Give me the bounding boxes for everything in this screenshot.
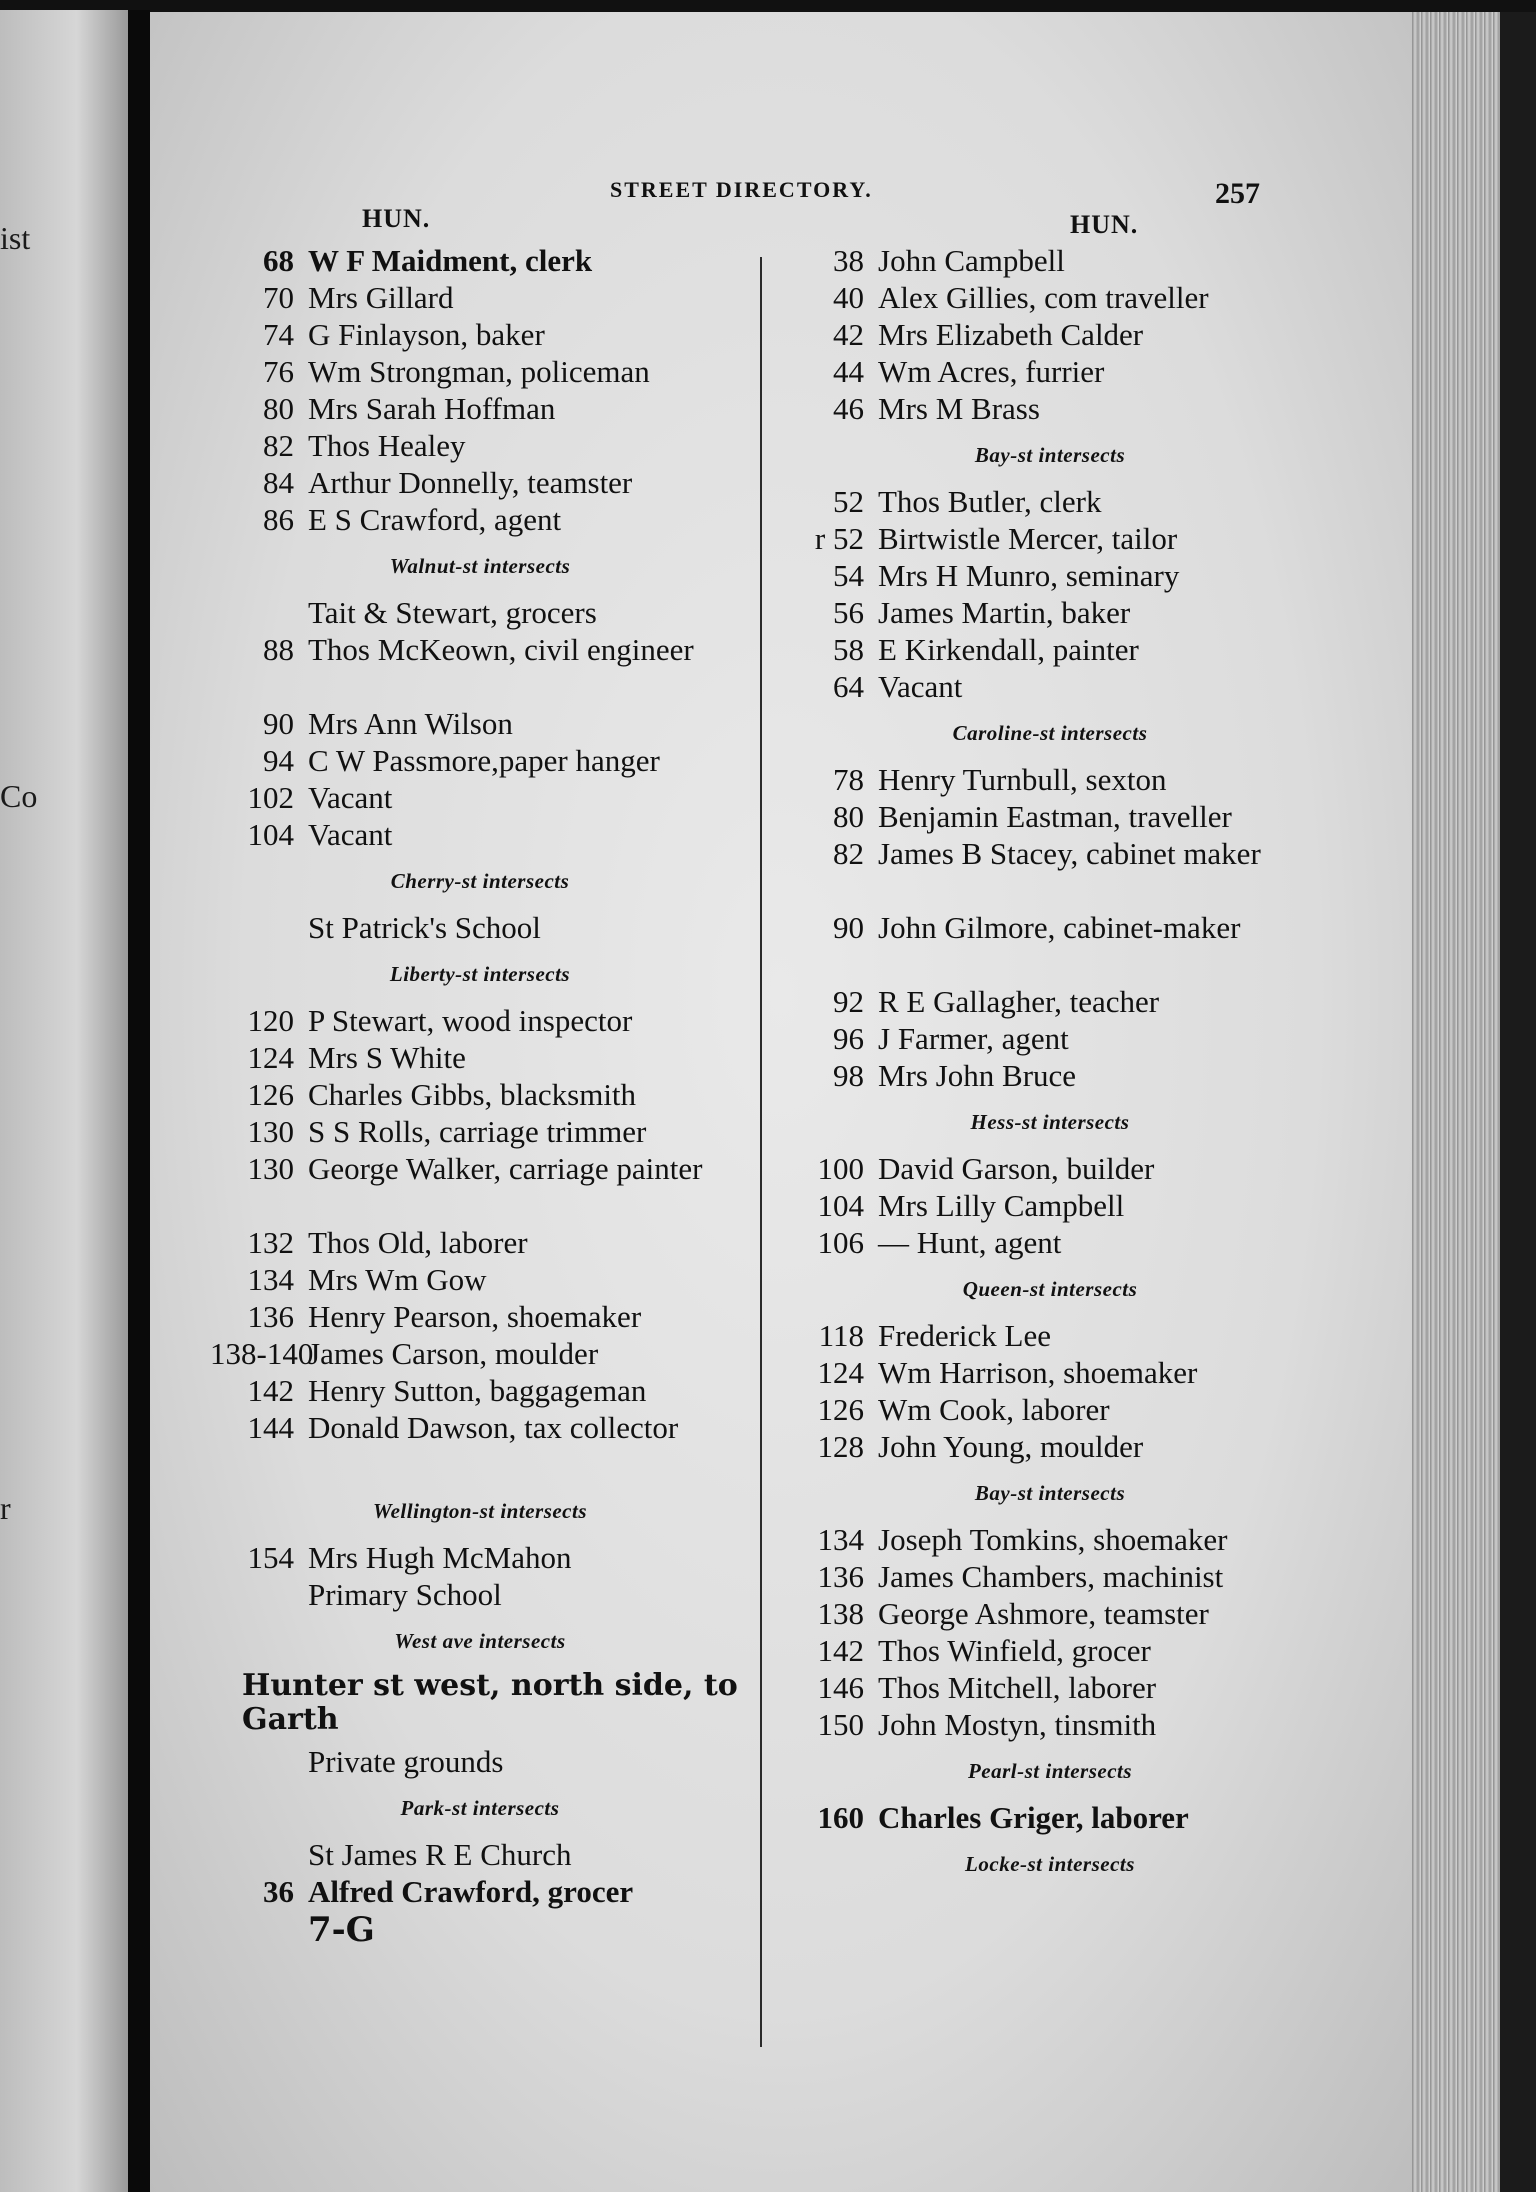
facing-page-edge [0, 10, 128, 2192]
directory-entry [780, 557, 1430, 594]
unnumbered-entry: Primary School [308, 1577, 502, 1612]
intersection-heading: Hess-st intersects [970, 1110, 1130, 1134]
book-gutter [128, 10, 150, 2192]
resident-name: Vacant [308, 780, 393, 815]
house-number: 64 [833, 669, 864, 704]
directory-entry [780, 242, 1430, 279]
directory-entry [780, 1057, 1430, 1094]
house-number: 132 [247, 1225, 294, 1260]
resident-name: Thos Mitchell, laborer [878, 1670, 1157, 1705]
directory-entry [210, 1113, 760, 1150]
house-number: 100 [817, 1151, 864, 1186]
house-number: 92 [833, 984, 864, 1019]
house-number: 90 [833, 910, 864, 945]
directory-entry [780, 353, 1430, 390]
house-number: 58 [833, 632, 864, 667]
resident-name: John Mostyn, tinsmith [878, 1707, 1157, 1742]
resident-name: S S Rolls, carriage trimmer [308, 1114, 647, 1149]
resident-name: James B Stacey, cabinet maker [878, 836, 1261, 871]
resident-name: Joseph Tomkins, shoemaker [878, 1522, 1228, 1557]
right-column [780, 242, 1430, 1892]
house-number: 138 [817, 1596, 864, 1631]
resident-name: Wm Acres, furrier [878, 354, 1105, 389]
house-number: 124 [247, 1040, 294, 1075]
house-number: 80 [263, 391, 294, 426]
directory-entry [780, 1020, 1430, 1057]
house-number: 56 [833, 595, 864, 630]
directory-entry [780, 1669, 1430, 1706]
house-number: 40 [833, 280, 864, 315]
directory-entry [780, 668, 1430, 705]
directory-entry [210, 427, 760, 464]
house-number: 102 [247, 780, 294, 815]
street-section-heading: Hunter st west, north side, to Garth [242, 1668, 738, 1737]
intersection-heading: Walnut-st intersects [389, 554, 571, 578]
house-number: 82 [833, 836, 864, 871]
directory-entry [210, 779, 760, 816]
directory-entry [210, 1039, 760, 1076]
directory-entry [780, 631, 1430, 668]
directory-entry [210, 316, 760, 353]
directory-entry [780, 1224, 1430, 1261]
right-column-code: HUN. [1070, 210, 1139, 239]
facing-page-fragment: ist [0, 220, 31, 256]
resident-name: Mrs Gillard [308, 280, 454, 315]
left-column-code: HUN. [362, 204, 431, 233]
intersection-heading: Park-st intersects [400, 1796, 560, 1820]
intersection-heading: Caroline-st intersects [952, 721, 1148, 745]
intersection-heading: Wellington-st intersects [372, 1499, 588, 1523]
directory-entry [210, 705, 760, 742]
directory-entry [780, 1595, 1430, 1632]
resident-name: Wm Harrison, shoemaker [878, 1355, 1198, 1390]
resident-name: James Carson, moulder [308, 1336, 599, 1371]
house-number: 88 [263, 632, 294, 667]
house-number: 136 [817, 1559, 864, 1594]
house-number: 134 [817, 1522, 864, 1557]
intersection-heading: West ave intersects [394, 1629, 566, 1653]
house-number: 104 [817, 1188, 864, 1223]
directory-entry [780, 1706, 1430, 1743]
resident-name: Wm Strongman, policeman [308, 354, 650, 389]
house-number: 44 [833, 354, 864, 389]
directory-entry [210, 390, 760, 427]
house-number: 138-140 [210, 1336, 314, 1371]
directory-entry [210, 1076, 760, 1113]
house-number: 124 [817, 1355, 864, 1390]
directory-entry [780, 1354, 1430, 1391]
resident-name: P Stewart, wood inspector [308, 1003, 633, 1038]
resident-name: Benjamin Eastman, traveller [878, 799, 1232, 834]
directory-entry [780, 1187, 1430, 1224]
resident-name: Alex Gillies, com traveller [878, 280, 1209, 315]
directory-entry [210, 1002, 760, 1039]
intersection-heading: Bay-st intersects [974, 1481, 1126, 1505]
directory-entry [210, 816, 760, 853]
resident-name: John Gilmore, cabinet-maker [878, 910, 1241, 945]
unnumbered-entry: Private grounds [308, 1744, 504, 1779]
house-number: 90 [263, 706, 294, 741]
house-number: 42 [833, 317, 864, 352]
resident-name: Henry Turnbull, sexton [878, 762, 1167, 797]
house-number: 68 [263, 243, 294, 278]
directory-entry [210, 501, 760, 538]
directory-page [150, 12, 1412, 2192]
house-number: 80 [833, 799, 864, 834]
resident-name: Mrs S White [308, 1040, 466, 1075]
house-number: 96 [833, 1021, 864, 1056]
column-divider [760, 257, 762, 2047]
resident-name: Wm Cook, laborer [878, 1392, 1110, 1427]
intersection-heading: Queen-st intersects [962, 1277, 1138, 1301]
house-number: 128 [817, 1429, 864, 1464]
resident-name: Mrs John Bruce [878, 1058, 1077, 1093]
house-number: 160 [817, 1800, 864, 1835]
directory-entry [780, 1317, 1430, 1354]
resident-name: Charles Griger, laborer [878, 1800, 1189, 1835]
directory-entry [780, 520, 1430, 557]
left-column [210, 242, 760, 1950]
house-number: 136 [247, 1299, 294, 1334]
house-number: 86 [263, 502, 294, 537]
directory-entry [780, 279, 1430, 316]
house-number: 130 [247, 1151, 294, 1186]
house-number: 36 [263, 1874, 294, 1909]
resident-name: Mrs M Brass [878, 391, 1040, 426]
resident-name: J Farmer, agent [878, 1021, 1069, 1056]
house-number: 82 [263, 428, 294, 463]
directory-entry [210, 1298, 760, 1335]
intersection-heading: Cherry-st intersects [390, 869, 570, 893]
directory-entry [780, 909, 1430, 983]
directory-entry [780, 316, 1430, 353]
resident-name: W F Maidment, clerk [308, 243, 593, 278]
page-number: 257 [1215, 177, 1260, 210]
house-number: 106 [817, 1225, 864, 1260]
house-number: 120 [247, 1003, 294, 1038]
resident-name: James Chambers, machinist [878, 1559, 1224, 1594]
house-number: 142 [817, 1633, 864, 1668]
house-number: 70 [263, 280, 294, 315]
directory-entry [780, 761, 1430, 798]
house-number: 76 [263, 354, 294, 389]
house-number: 144 [247, 1410, 294, 1445]
directory-entry [210, 464, 760, 501]
directory-entry [210, 1150, 760, 1224]
directory-entry [780, 1150, 1430, 1187]
scan-right-border [1500, 12, 1536, 2192]
resident-name: Mrs Hugh McMahon [308, 1540, 572, 1575]
directory-entry [210, 1409, 760, 1483]
directory-entry [210, 1335, 760, 1372]
directory-entry [210, 1224, 760, 1261]
page-title: STREET DIRECTORY. [610, 177, 873, 202]
directory-entry [210, 242, 760, 279]
directory-entry [780, 390, 1430, 427]
house-number: 84 [263, 465, 294, 500]
resident-name: Mrs Lilly Campbell [878, 1188, 1125, 1223]
house-number: 74 [263, 317, 294, 352]
unnumbered-entry: Tait & Stewart, grocers [308, 595, 597, 630]
house-number: 126 [247, 1077, 294, 1112]
house-number: 54 [833, 558, 864, 593]
resident-name: E S Crawford, agent [308, 502, 562, 537]
directory-entry [780, 798, 1430, 835]
directory-entry [780, 594, 1430, 631]
directory-entry [210, 353, 760, 390]
directory-entry [210, 1372, 760, 1409]
resident-name: George Walker, carriage painter [308, 1151, 703, 1186]
facing-page-fragment: Co [0, 778, 38, 814]
house-number: 126 [817, 1392, 864, 1427]
directory-entry [780, 1558, 1430, 1595]
house-number: 104 [247, 817, 294, 852]
resident-name: Birtwistle Mercer, tailor [878, 521, 1178, 556]
house-number: 52 [833, 484, 864, 519]
resident-name: Vacant [308, 817, 393, 852]
resident-name: Thos McKeown, civil engineer [308, 632, 694, 667]
resident-name: G Finlayson, baker [308, 317, 545, 352]
house-number: 98 [833, 1058, 864, 1093]
house-number: 118 [818, 1318, 864, 1353]
directory-entry [780, 483, 1430, 520]
house-number: 146 [817, 1670, 864, 1705]
directory-entry [780, 1428, 1430, 1465]
directory-entry [210, 1261, 760, 1298]
resident-name: Donald Dawson, tax collector [308, 1410, 679, 1445]
house-number: 130 [247, 1114, 294, 1149]
house-number: r 52 [814, 521, 864, 556]
resident-name: George Ashmore, teamster [878, 1596, 1209, 1631]
house-number: 154 [247, 1540, 294, 1575]
house-number: 142 [247, 1373, 294, 1408]
house-number: 134 [247, 1262, 294, 1297]
house-number: 78 [833, 762, 864, 797]
house-number: 150 [817, 1707, 864, 1742]
resident-name: John Campbell [878, 243, 1065, 278]
intersection-heading: Bay-st intersects [974, 443, 1126, 467]
resident-name: Arthur Donnelly, teamster [308, 465, 633, 500]
resident-name: C W Passmore,paper hanger [308, 743, 660, 778]
house-number: 46 [833, 391, 864, 426]
signature-mark: 7-G [308, 1910, 375, 1950]
unnumbered-entry: St James R E Church [308, 1837, 572, 1872]
resident-name: R E Gallagher, teacher [878, 984, 1160, 1019]
resident-name: Mrs Sarah Hoffman [308, 391, 556, 426]
resident-name: Mrs Wm Gow [308, 1262, 487, 1297]
resident-name: James Martin, baker [878, 595, 1131, 630]
directory-entry [780, 1391, 1430, 1428]
resident-name: John Young, moulder [878, 1429, 1144, 1464]
resident-name: Thos Winfield, grocer [878, 1633, 1151, 1668]
resident-name: Thos Old, laborer [308, 1225, 528, 1260]
resident-name: Thos Healey [308, 428, 466, 463]
resident-name: Henry Sutton, baggageman [308, 1373, 647, 1408]
house-number: 38 [833, 243, 864, 278]
directory-entry [210, 742, 760, 779]
intersection-heading: Liberty-st intersects [389, 962, 571, 986]
house-number: 94 [263, 743, 294, 778]
directory-entry [210, 1539, 760, 1576]
directory-entry [210, 279, 760, 316]
directory-entry [210, 1873, 760, 1910]
resident-name: Alfred Crawford, grocer [308, 1874, 634, 1909]
resident-name: Charles Gibbs, blacksmith [308, 1077, 637, 1112]
resident-name: Mrs Ann Wilson [308, 706, 513, 741]
directory-entry [780, 835, 1430, 909]
resident-name: — Hunt, agent [878, 1225, 1062, 1260]
directory-entry [210, 631, 760, 705]
directory-entry [780, 1632, 1430, 1669]
resident-name: Henry Pearson, shoemaker [308, 1299, 642, 1334]
resident-name: Vacant [878, 669, 963, 704]
intersection-heading: Locke-st intersects [965, 1852, 1135, 1876]
resident-name: Thos Butler, clerk [878, 484, 1102, 519]
resident-name: Frederick Lee [878, 1318, 1051, 1353]
unnumbered-entry: St Patrick's School [308, 910, 541, 945]
intersection-heading: Pearl-st intersects [967, 1759, 1133, 1783]
resident-name: Mrs H Munro, seminary [878, 558, 1180, 593]
resident-name: Mrs Elizabeth Calder [878, 317, 1144, 352]
directory-entry [780, 1799, 1430, 1836]
directory-entry [780, 983, 1430, 1020]
resident-name: E Kirkendall, painter [878, 632, 1139, 667]
directory-entry [780, 1521, 1430, 1558]
facing-page-fragment: r [0, 1490, 11, 1526]
resident-name: David Garson, builder [878, 1151, 1155, 1186]
